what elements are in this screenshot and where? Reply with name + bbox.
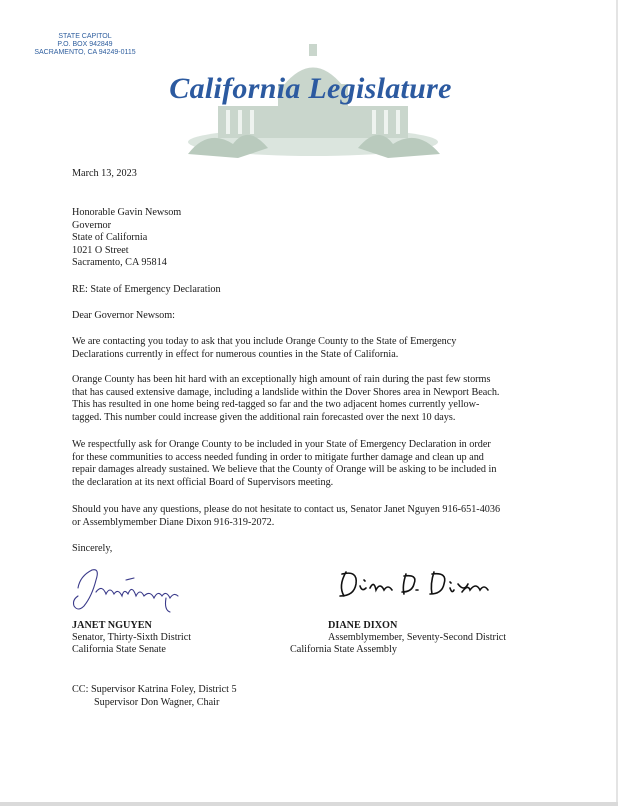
paragraph-line: Declarations currently in effect for numerous counties in the State of California. xyxy=(72,348,399,360)
signer-title-1: Senator, Thirty-Sixth District xyxy=(72,632,192,643)
recipient-line: Honorable Gavin Newsom xyxy=(72,207,182,218)
signer-name-2: DIANE DIXON xyxy=(328,620,398,631)
subject-line: RE: State of Emergency Declaration xyxy=(72,284,221,295)
body-paragraph xyxy=(72,439,552,489)
paragraph-line: for these communities to access needed funding in order to mitigate further damage and clean up and xyxy=(72,451,484,463)
signer-name-1: JANET NGUYEN xyxy=(72,620,152,631)
paragraph-line: We are contacting you today to ask that you include Orange County to the State of Emergency xyxy=(72,336,457,347)
closing: Sincerely, xyxy=(72,543,113,554)
paragraph-line: Should you have any questions, please do not hesitate to contact us, Senator Janet Nguyen 916-651-4036 xyxy=(72,504,501,515)
paragraph-line: Orange County has been hit hard with an exceptionally high amount of rain during the past few storms xyxy=(72,374,491,385)
body-paragraph xyxy=(72,336,552,361)
recipient-line: Sacramento, CA 95814 xyxy=(72,257,167,269)
paragraph-line: tagged. This number could increase given the additional rain forecasted over the next 10 days. xyxy=(72,411,456,423)
recipient-line: State of California xyxy=(72,232,148,244)
return-address xyxy=(30,33,140,57)
signature-janet-nguyen xyxy=(70,566,190,616)
return-address-line: STATE CAPITOL xyxy=(58,33,112,40)
cc-line: CC: Supervisor Katrina Foley, District 5 xyxy=(72,684,237,695)
masthead-title: California Legislature xyxy=(169,72,452,105)
recipient-address xyxy=(72,207,552,270)
paragraph-line: We respectfully ask for Orange County to be included in your State of Emergency Declaration in order xyxy=(72,439,491,450)
paragraph-line: that has caused extensive damage, including a landslide within the Dover Shores area in Newport Beach. xyxy=(72,386,500,398)
signer-title-2: Assemblymember, Seventy-Second District xyxy=(328,632,507,643)
paragraph-line: or Assemblymember Diane Dixon 916-319-2072. xyxy=(72,516,275,528)
letter-date: March 13, 2023 xyxy=(72,168,137,179)
paragraph-line: This has resulted in one home being red-tagged so far and the two adjacent homes currently yellow- xyxy=(72,399,480,411)
salutation: Dear Governor Newsom: xyxy=(72,310,175,321)
cc-line: Supervisor Don Wagner, Chair xyxy=(94,697,220,708)
return-address-line: SACRAMENTO, CA 94249-0115 xyxy=(34,49,136,56)
body-paragraph xyxy=(72,374,552,424)
paragraph-line: repair damages already sustained. We believe that the County of Orange will be asking to be included in xyxy=(72,464,497,476)
body-paragraph xyxy=(72,504,552,529)
recipient-line: 1021 O Street xyxy=(72,244,129,256)
paragraph-line: the declaration at its next official Board of Supervisors meeting. xyxy=(72,476,334,488)
signer-chamber-1: California State Senate xyxy=(72,644,166,655)
signer-chamber-2: California State Assembly xyxy=(290,644,397,655)
recipient-line: Governor xyxy=(72,219,112,231)
signature-diane-dixon xyxy=(334,566,494,602)
return-address-line: P.O. BOX 942849 xyxy=(57,41,113,48)
page-edge-bottom xyxy=(0,802,618,806)
